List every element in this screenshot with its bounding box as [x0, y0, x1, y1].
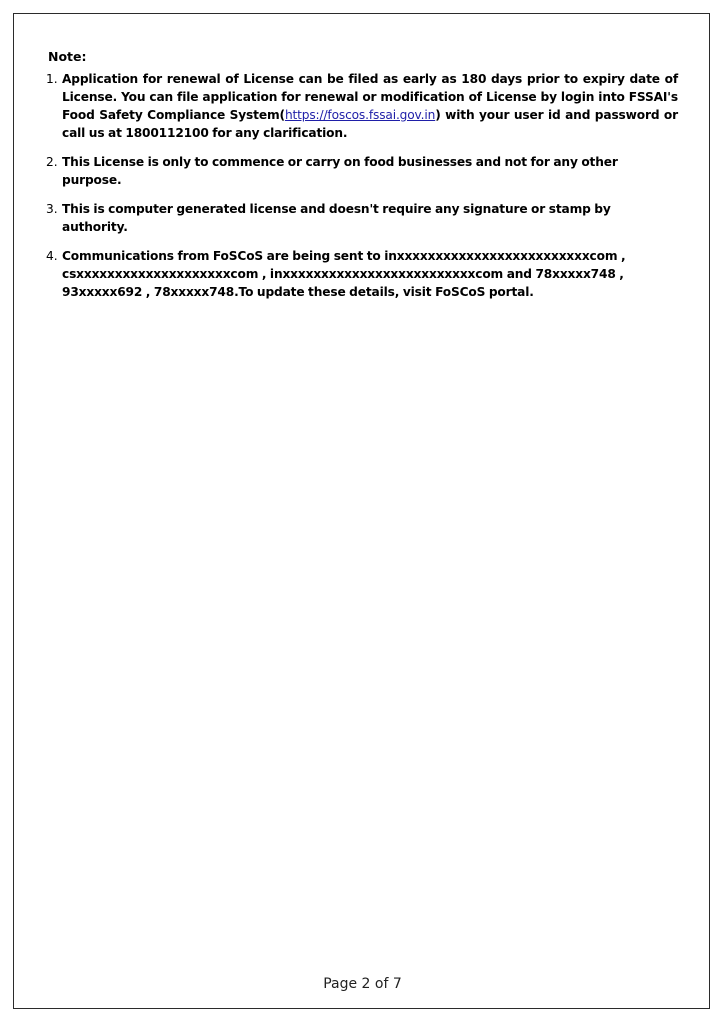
note-number: 3. — [46, 202, 58, 216]
note-text: This License is only to commence or carry on food businesses and not for any other purpose. — [62, 155, 618, 187]
note-item-1 — [46, 70, 678, 142]
note-heading: Note: — [48, 49, 87, 64]
note-number: 1. — [46, 72, 58, 86]
note-text: This is computer generated license and doesn't require any signature or stamp by authority. — [62, 202, 611, 234]
note-number: 4. — [46, 249, 58, 263]
page-number: Page 2 of 7 — [323, 976, 402, 992]
note-text-part: Application for renewal of License can be filed as early as 180 days prior to expiry date of License. You can file application for renewal or modification of License by login into FSSAI's Food Safety Compliance System( — [62, 72, 678, 122]
note-item-4 — [46, 247, 678, 301]
notes-list — [46, 70, 678, 312]
note-number: 2. — [46, 155, 58, 169]
note-text — [62, 70, 678, 142]
foscos-link[interactable]: https://foscos.fssai.gov.in — [284, 108, 436, 122]
note-item-3 — [46, 200, 678, 236]
note-item-2 — [46, 153, 678, 189]
note-text: Communications from FoSCoS are being sent to inxxxxxxxxxxxxxxxxxxxxxxxxxcom , csxxxxxxxxxxxxxxxxxxxxcom , inxxxxxxxxxxxxxxxxxxxxxxxxxcom and 78xxxxx748 , 93xxxxx692 , 78xxxxx748.To update these details, visit FoSCoS portal. — [62, 249, 626, 299]
note-text-part: ) with your user id and password or call us at 1800112100 for any clarification. — [62, 108, 678, 140]
